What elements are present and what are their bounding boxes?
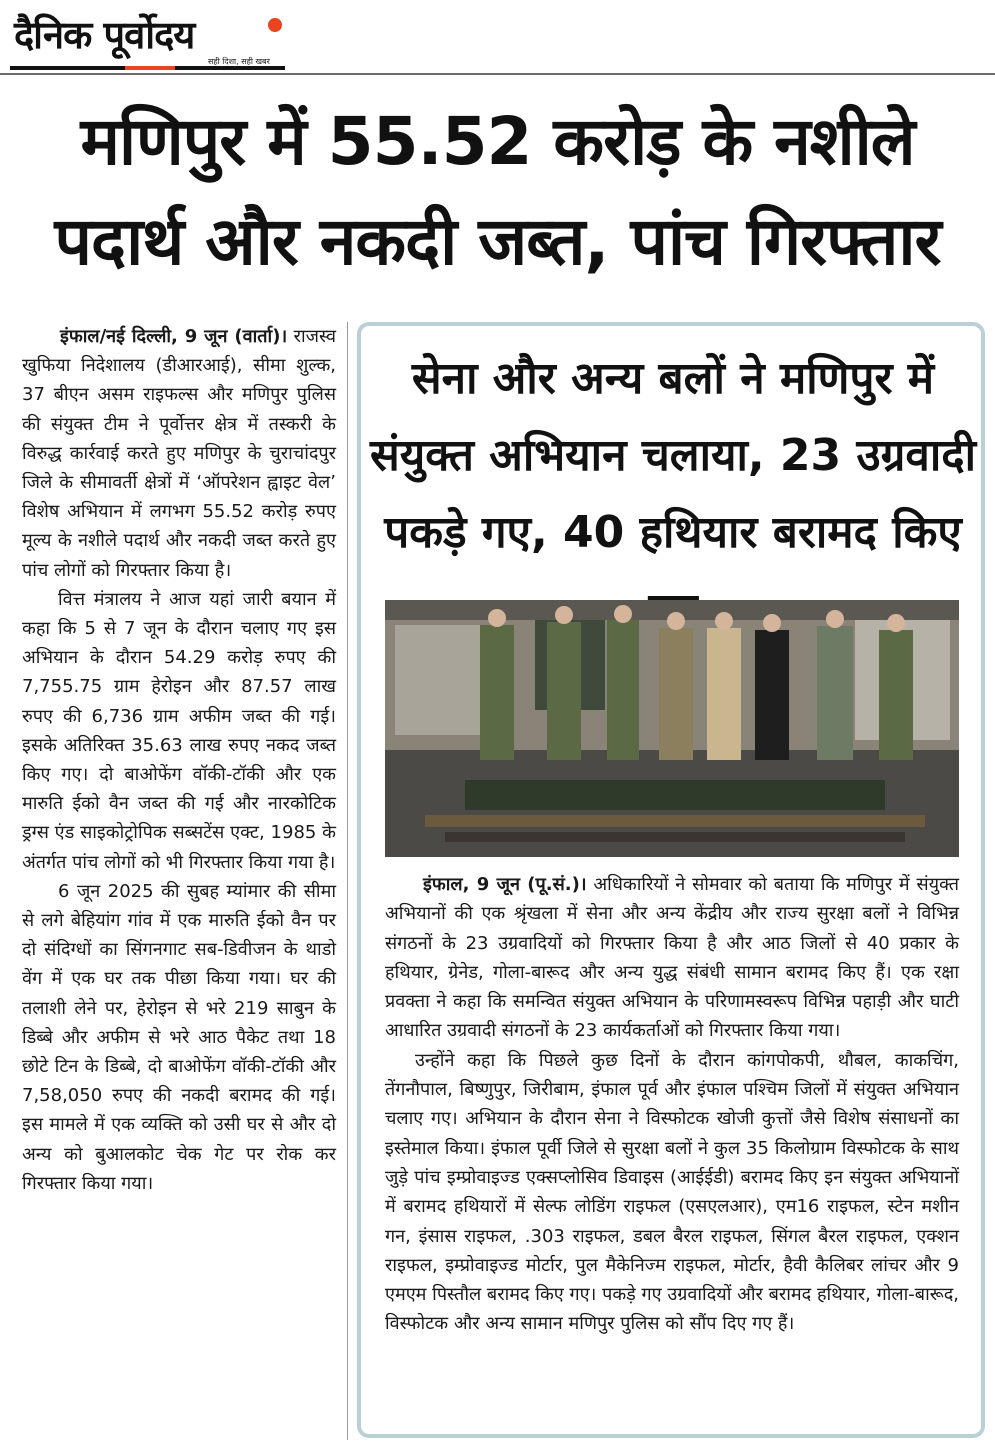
- main-headline-line2: पदार्थ और नकदी जब्त, पांच गिरफ्तार: [54, 203, 941, 280]
- story1-para1-text: राजस्व खुफिया निदेशालय (डीआरआई), सीमा शुल्क, 37 बीएन असम राइफल्स और मणिपुर पुलिस की संयुक्त टीम ने पूर्वोत्तर क्षेत्र में तस्करी के विरुद्ध कार्रवाई करते हुए मणिपुर के चुराचांदपुर जिले के सीमावर्ती क्षेत्रों में ‘ऑपरेशन ह्वाइट वेल’ विशेष अभियान में लगभग 55.52 करोड़ रुपए मूल्य के नशीले पदार्थ और नकदी जब्त करते हुए पांच लोगों को गिरफ्तार किया है।: [22, 326, 336, 581]
- story2-body: [385, 870, 959, 1339]
- story2-headline-line3: पकड़े गए, 40 हथियार बरामद किए: [384, 507, 962, 558]
- story1-para2: वित्त मंत्रालय ने आज यहां जारी बयान में कहा कि 5 से 7 जून के दौरान चलाए गए इस अभियान के दौरान 54.29 करोड़ रुपए की 7,755.75 ग्राम हेरोइन और 87.57 लाख रुपए की 6,736 ग्राम अफीम जब्त की गई। इसके अतिरिक्त 35.63 लाख रुपए नकद जब्त किए गए। दो बाओफेंग वॉकी-टॉकी और एक मारुति ईको वैन जब्त की गई और नारकोटिक ड्रग्स एंड साइकोट्रोपिक सब्सटेंस एक्ट, 1985 के अंतर्गत पांच लोगों को भी गिरफ्तार किया गया है।: [22, 588, 336, 873]
- story1-para3: 6 जून 2025 की सुबह म्यांमार की सीमा से लगे बेहियांग गांव में एक मारुति ईको वैन पर दो संदिग्धों का सिंगनगाट सब-डिवीजन के थाडो वेंग में एक घर तक पीछा किया गया। घर की तलाशी लेने पर, हेरोइन से भरे 219 साबुन के डिब्बे और अफीम से भरे आठ पैकेट तथा 18 छोटे टिन के डिब्बे, दो बाओफेंग वॉकी-टॉकी और 7,58,050 रुपए की नकदी बरामद की गई। इस मामले में एक व्यक्ति को उसी घर से और दो अन्य को बुआलकोट चेक गेट पर रोक कर गिरफ्तार किया गया।: [22, 880, 336, 1194]
- story2-headline-line1: सेना और अन्य बलों ने मणिपुर में: [411, 353, 935, 404]
- story1-body: [22, 322, 336, 1198]
- newspaper-logo: दैनिक पूर्वोदय: [14, 13, 195, 57]
- column-divider: [347, 322, 348, 1440]
- story1-para1: [22, 322, 336, 585]
- story2-para1: [385, 870, 959, 1046]
- masthead-tagline: सही दिशा, सही खबर: [208, 57, 270, 66]
- photo-soldiers-illustration: [385, 600, 959, 857]
- story2-headline-line2: संयुक्त अभियान चलाया, 23 उग्रवादी: [369, 430, 977, 481]
- logo-dot-icon: [268, 18, 282, 32]
- top-divider: [0, 73, 995, 75]
- news-photo: [385, 600, 959, 857]
- main-headline-line1: मणिपुर में 55.52 करोड़ के नशीले: [80, 103, 915, 180]
- story2-dateline: इंफाल, 9 जून (पू.सं.)।: [423, 874, 587, 895]
- story1-dateline: इंफाल/नई दिल्ली, 9 जून (वार्ता)।: [60, 326, 288, 347]
- story2-para2: उन्होंने कहा कि पिछले कुछ दिनों के दौरान कांगपोकपी, थौबल, काकचिंग, तेंगनौपाल, बिष्णुपुर, जिरीबाम, इंफाल पूर्व और इंफाल पश्चिम जिलों में संयुक्त अभियान चलाए गए। अभियान के दौरान सेना ने विस्फोटक खोजी कुत्तों जैसे विशेष संसाधनों का इस्तेमाल किया। इंफाल पूर्वी जिले से सुरक्षा बलों ने कुल 35 किलोग्राम विस्फोटक के साथ जुड़े पांच इम्प्रोवाइज्ड एक्सप्लोसिव डिवाइस (आईईडी) बरामद किए इन संयुक्त अभियानों में बरामद हथियारों में सेल्फ लोडिंग राइफल (एसएलआर), एम16 राइफल, स्टेन मशीन गन, इंसास राइफल, .303 राइफल, डबल बैरल राइफल, सिंगल बैरल राइफल, एक्शन राइफल, इम्प्रोवाइज्ड मोर्टार, पुल मैकेनिज्म राइफल, मोर्टार, हैवी कैलिबर लांचर और 9 एमएम पिस्तौल बरामद किए गए। पकड़े गए उग्रवादियों और बरामद हथियार, गोला-बारूद, विस्फोटक और अन्य सामान मणिपुर पुलिस को सौंप दिए गए हैं।: [385, 1049, 959, 1335]
- masthead-accent-bar: [125, 66, 175, 70]
- main-headline: [20, 92, 975, 292]
- story2-para1-text: अधिकारियों ने सोमवार को बताया कि मणिपुर में संयुक्त अभियानों की एक श्रृंखला में सेना और अन्य केंद्रीय और राज्य सुरक्षा बलों ने विभिन्न संगठनों के 23 उग्रवादियों को गिरफ्तार किया है और आठ जिलों से 40 प्रकार के हथियार, ग्रेनेड, गोला-बारूद और अन्य युद्ध संबंधी सामान बरामद किए हैं। एक रक्षा प्रवक्ता ने कहा कि समन्वित संयुक्त अभियान के परिणामस्वरूप विभिन्न पहाड़ी और घाटी आधारित उग्रवादी संगठनों के 23 कार्यकर्ताओं को गिरफ्तार किया गया।: [385, 874, 959, 1042]
- masthead: [10, 6, 290, 70]
